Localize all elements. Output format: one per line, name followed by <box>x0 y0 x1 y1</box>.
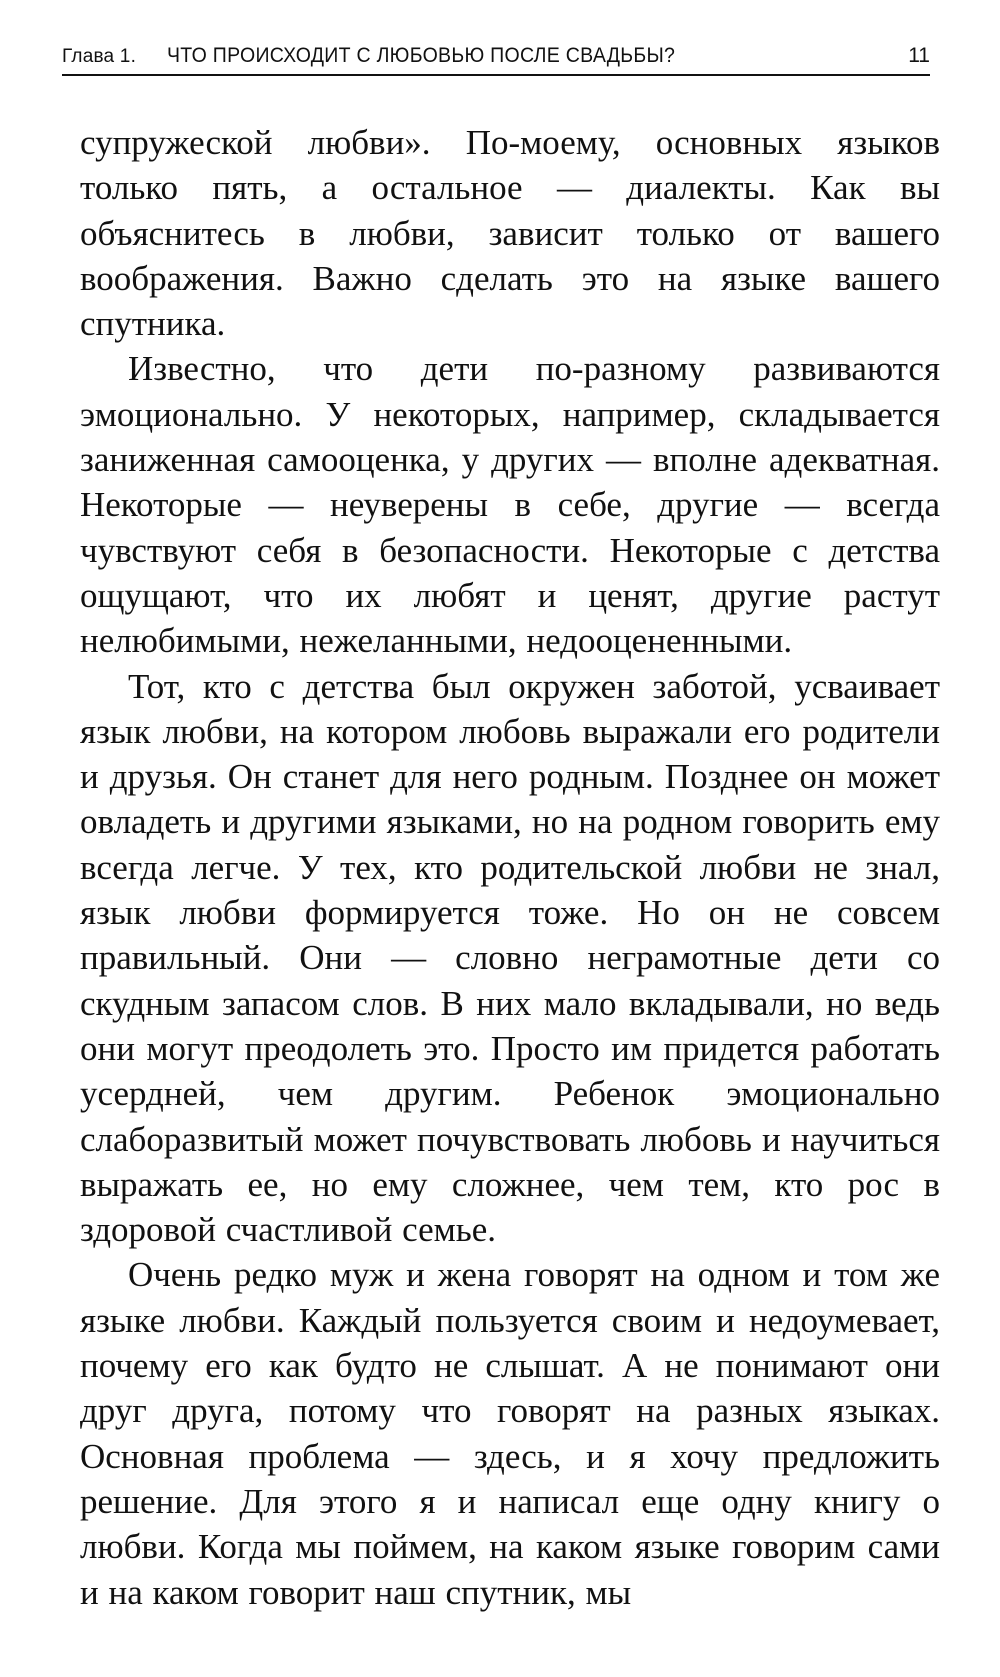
paragraph: Очень редко муж и жена говорят на одном и том же языке любви. Каждый пользуется своим и недоумевает, почему его как будто не слышат. А не понимают они друг друга, потому что говорят на разных языках. Основная проблема — здесь, и я хочу предложить решение. Для этого я и написал еще одну книгу о любви. Когда мы поймем, на каком языке говорим сами и на каком говорит наш спутник, мы <box>80 1255 940 1612</box>
chapter-title: ЧТО ПРОИСХОДИТ С ЛЮБОВЬЮ ПОСЛЕ СВАДЬБЫ? <box>167 44 676 67</box>
page-number: 11 <box>908 44 930 67</box>
paragraph: Тот, кто с детства был окружен заботой, усваивает язык любви, на котором любовь выражали его родители и друзья. Он станет для него родным. Позднее он может овладеть и другими языками, но на родном говорить ему всегда легче. У тех, кто родительской любви не знал, язык любви формируется тоже. Но он не совсем правильный. Они — словно неграмотные дети со скудным запасом слов. В них мало вкладывали, но ведь они могут преодолеть это. Просто им придется работать усердней, чем другим. Ребенок эмоционально слаборазвитый может почувствовать любовь и научиться выражать ее, но ему сложнее, чем тем, кто рос в здоровой счастливой семье. <box>80 666 940 1250</box>
paragraph-continuation: супружеской любви». По-моему, основных языков только пять, а остальное — диалекты. Как вы объяснитесь в любви, зависит только от вашего воображения. Важно сделать это на языке вашего спутника. <box>80 123 940 344</box>
body-text <box>80 120 940 1615</box>
paragraph: Известно, что дети по-разному развиваются эмоционально. У некоторых, например, складывается заниженная самооценка, у других — вполне адекватная. Некоторые — неуверены в себе, другие — всегда чувствуют себя в безопасности. Некоторые с детства ощущают, что их любят и ценят, другие растут нелюбимыми, нежеланными, недооцененными. <box>80 349 940 661</box>
chapter-label: Глава 1. <box>62 46 137 67</box>
running-header <box>62 38 930 76</box>
